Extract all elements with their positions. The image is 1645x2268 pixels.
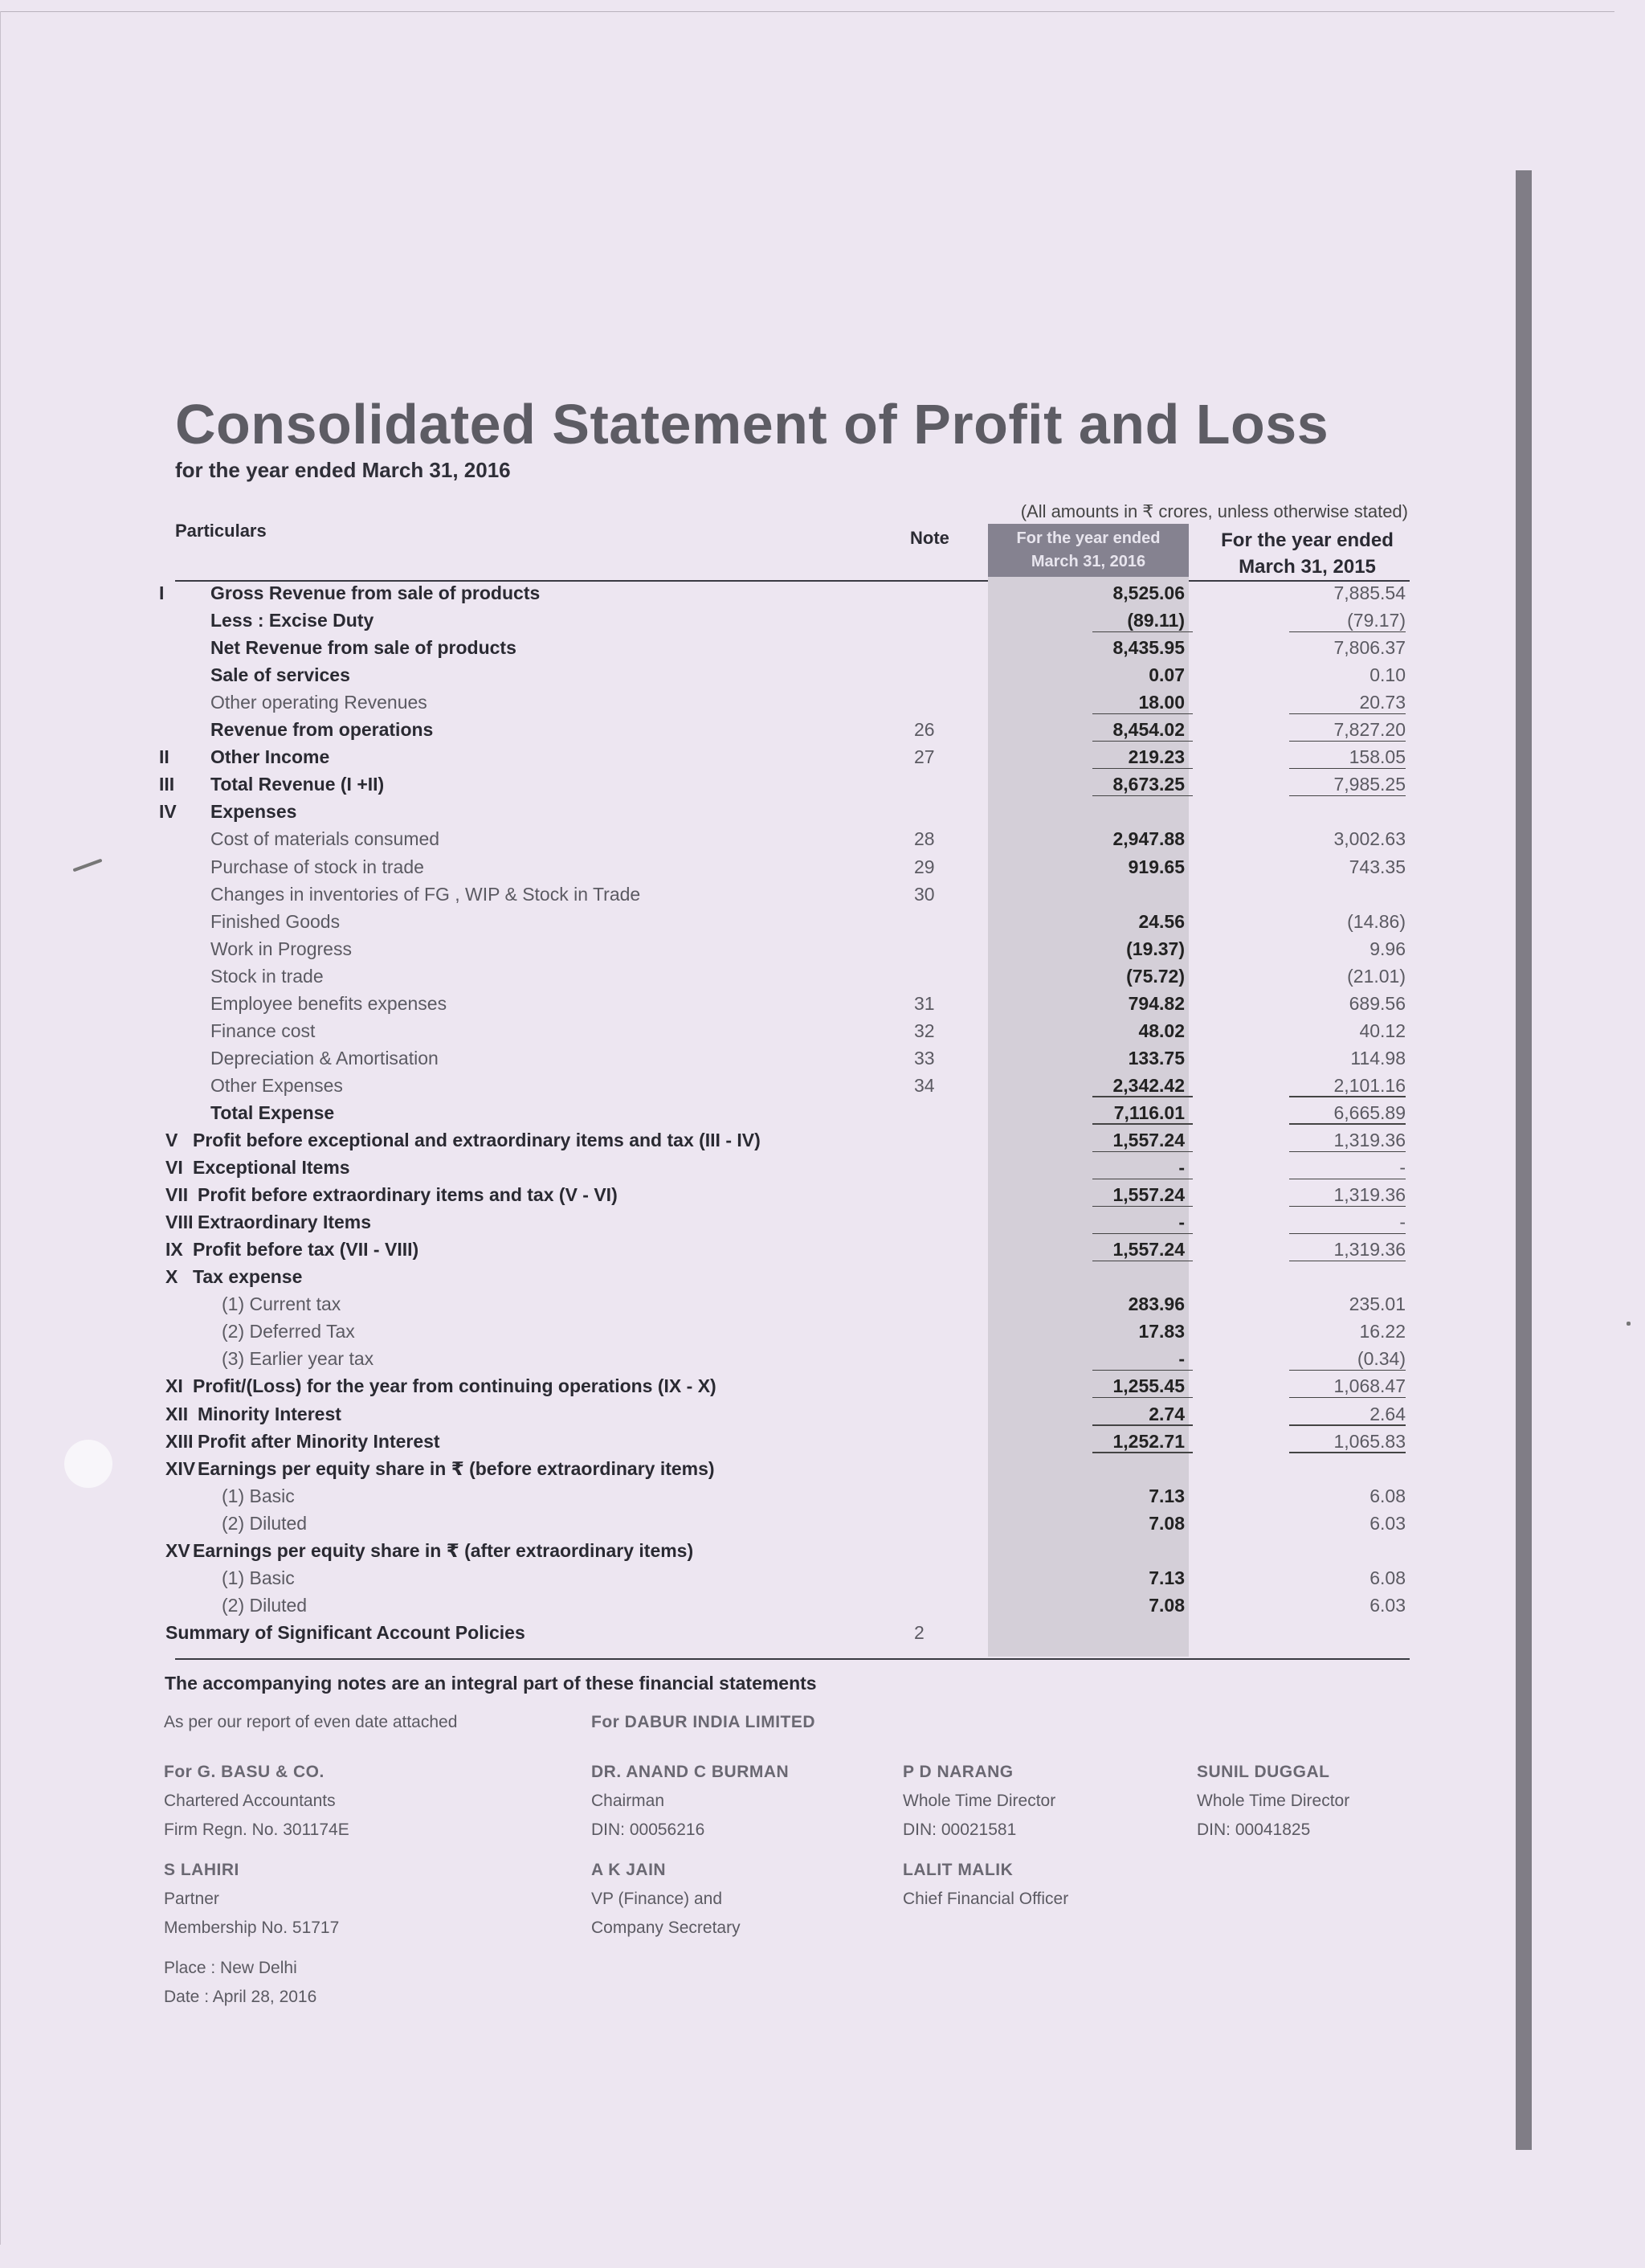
row-previous-value: 2,101.16	[1301, 1072, 1406, 1099]
row-label: (1) Current tax	[222, 1293, 341, 1315]
row-number: VIII	[165, 1212, 194, 1233]
row-previous-value: 16.22	[1359, 1321, 1406, 1342]
row-current-value: -	[1092, 1154, 1185, 1181]
row-note: 28	[914, 828, 935, 850]
wtd1-din: DIN: 00021581	[903, 1821, 1017, 1839]
wtd1-block	[903, 1758, 1055, 1845]
header-previous-line2: March 31, 2015	[1239, 556, 1376, 578]
row-label: Work in Progress	[210, 938, 352, 959]
row-previous-value: 743.35	[1349, 856, 1406, 877]
row-label: Total Expense	[210, 1101, 335, 1123]
row-note: 26	[914, 719, 935, 741]
report-line: As per our report of even date attached	[164, 1713, 458, 1731]
row-current-value: 8,673.25	[1092, 770, 1185, 798]
secretary-role2: Company Secretary	[591, 1919, 741, 1937]
table-row	[0, 743, 1414, 770]
table-row	[0, 1400, 1414, 1428]
row-label: Stock in trade	[210, 965, 324, 987]
chairman-block	[591, 1758, 789, 1845]
table-row	[0, 962, 1414, 990]
partner-membership: Membership No. 51717	[164, 1919, 340, 1937]
row-current-value: 7.08	[1149, 1512, 1185, 1534]
integral-note: The accompanying notes are an integral part of these financial statements	[165, 1673, 817, 1694]
row-note: 31	[914, 992, 935, 1014]
auditor-block	[164, 1758, 349, 1845]
row-previous-value: 6.03	[1369, 1512, 1406, 1534]
row-number: XIV	[165, 1457, 196, 1479]
table-row	[0, 1126, 1414, 1154]
secretary-name: A K JAIN	[591, 1861, 667, 1879]
row-current-value: 919.65	[1128, 856, 1185, 877]
cfo-name: LALIT MALIK	[903, 1861, 1014, 1879]
row-current-value: 1,557.24	[1092, 1181, 1185, 1208]
row-previous-value: 2.64	[1301, 1400, 1406, 1428]
page-title: Consolidated Statement of Profit and Loss	[175, 393, 1329, 456]
partner-role: Partner	[164, 1890, 219, 1908]
row-current-value: 0.07	[1149, 664, 1185, 686]
row-previous-value: 20.73	[1301, 689, 1406, 716]
row-label: Total Revenue (I +II)	[210, 774, 385, 795]
row-previous-value: 158.05	[1301, 743, 1406, 770]
row-label: Other Income	[210, 746, 330, 768]
table-row	[0, 825, 1414, 852]
cfo-block	[903, 1856, 1068, 1914]
row-previous-value: (14.86)	[1347, 910, 1406, 932]
auditor-type: Chartered Accountants	[164, 1792, 336, 1810]
table-row	[0, 1564, 1414, 1592]
row-current-value: 794.82	[1128, 992, 1185, 1014]
row-number: XV	[165, 1539, 190, 1561]
row-previous-value: 1,065.83	[1301, 1428, 1406, 1455]
auditor-firm: For G. BASU & CO.	[164, 1763, 325, 1781]
table-row	[0, 607, 1414, 634]
table-bottom-rule	[175, 1658, 1410, 1660]
row-note: 2	[914, 1621, 925, 1643]
table-row	[0, 1208, 1414, 1236]
table-row	[0, 1290, 1414, 1318]
row-label: Summary of Significant Account Policies	[165, 1621, 525, 1643]
row-current-value: (19.37)	[1126, 938, 1185, 959]
row-label: Gross Revenue from sale of products	[210, 582, 541, 603]
table-row	[0, 1044, 1414, 1072]
row-label: Earnings per equity share in ₹ (before extraordinary items)	[198, 1457, 715, 1479]
amounts-note: (All amounts in ₹ crores, unless otherwise stated)	[1020, 501, 1408, 521]
row-number: XI	[165, 1375, 183, 1397]
row-label: Exceptional Items	[193, 1157, 350, 1179]
chairman-name: DR. ANAND C BURMAN	[591, 1763, 790, 1781]
table-row	[0, 689, 1414, 716]
table-row	[0, 1345, 1414, 1372]
table-row	[0, 1428, 1414, 1455]
table-row	[0, 579, 1414, 607]
row-label: Finance cost	[210, 1020, 316, 1041]
row-previous-value: 114.98	[1350, 1047, 1406, 1069]
row-previous-value: 7,806.37	[1333, 637, 1406, 659]
row-label: Profit after Minority Interest	[198, 1430, 440, 1452]
row-note: 32	[914, 1020, 935, 1041]
table-row	[0, 1318, 1414, 1345]
row-current-value: -	[1092, 1208, 1185, 1236]
row-number: VI	[165, 1157, 183, 1179]
scan-side-bar	[1516, 170, 1532, 2150]
row-number: V	[165, 1130, 178, 1150]
table-row	[0, 1263, 1414, 1290]
partner-name: S LAHIRI	[164, 1861, 239, 1879]
row-note: 34	[914, 1074, 935, 1096]
table-row	[0, 716, 1414, 743]
row-previous-value: 7,827.20	[1301, 716, 1406, 743]
row-label: (2) Deferred Tax	[222, 1321, 355, 1342]
table-row	[0, 1510, 1414, 1537]
row-current-value: 24.56	[1138, 910, 1185, 932]
row-current-value: -	[1092, 1345, 1185, 1372]
row-label: Extraordinary Items	[198, 1212, 372, 1233]
row-previous-value: 6.03	[1369, 1594, 1406, 1616]
row-label: Depreciation & Amortisation	[210, 1047, 439, 1069]
row-label: Changes in inventories of FG , WIP & Stock in Trade	[210, 883, 641, 905]
row-current-value: 48.02	[1138, 1020, 1185, 1041]
row-previous-value: 3,002.63	[1333, 828, 1406, 850]
row-label: Other Expenses	[210, 1074, 343, 1096]
row-previous-value: 7,985.25	[1301, 770, 1406, 798]
table-row	[0, 798, 1414, 825]
row-previous-value: (21.01)	[1347, 965, 1406, 987]
row-previous-value: -	[1301, 1154, 1406, 1181]
row-note: 29	[914, 856, 935, 877]
page-subtitle: for the year ended March 31, 2016	[175, 458, 511, 482]
row-current-value: 219.23	[1092, 743, 1185, 770]
scan-top-edge	[0, 11, 1614, 12]
row-number: IV	[159, 801, 177, 823]
row-current-value: 7.13	[1149, 1567, 1185, 1588]
row-label: (2) Diluted	[222, 1594, 308, 1616]
row-current-value: 1,255.45	[1092, 1372, 1185, 1400]
row-current-value: 2,947.88	[1112, 828, 1185, 850]
row-number: XIII	[165, 1430, 194, 1452]
table-row	[0, 1154, 1414, 1181]
row-number: X	[165, 1266, 178, 1288]
row-note: 33	[914, 1047, 935, 1069]
row-previous-value: 7,885.54	[1333, 582, 1406, 603]
row-number: I	[159, 582, 165, 603]
row-current-value: 1,557.24	[1092, 1236, 1185, 1263]
row-current-value: 18.00	[1092, 689, 1185, 716]
cfo-role: Chief Financial Officer	[903, 1890, 1069, 1908]
header-note: Note	[910, 528, 949, 548]
table-row	[0, 770, 1414, 798]
row-current-value: (89.11)	[1092, 607, 1185, 634]
secretary-block	[591, 1856, 741, 1943]
table-row	[0, 1592, 1414, 1619]
row-previous-value: (0.34)	[1301, 1345, 1406, 1372]
row-current-value: 133.75	[1128, 1047, 1185, 1069]
row-previous-value: 40.12	[1359, 1020, 1406, 1041]
row-current-value: (75.72)	[1126, 965, 1185, 987]
partner-block	[164, 1856, 339, 1943]
row-label: Other operating Revenues	[210, 692, 427, 713]
row-current-value: 1,557.24	[1092, 1126, 1185, 1154]
row-note: 30	[914, 883, 935, 905]
row-current-value: 8,435.95	[1112, 637, 1185, 659]
row-previous-value: 1,319.36	[1301, 1181, 1406, 1208]
table-row	[0, 1482, 1414, 1510]
row-previous-value: 1,068.47	[1301, 1372, 1406, 1400]
row-current-value: 8,454.02	[1092, 716, 1185, 743]
row-previous-value: (79.17)	[1301, 607, 1406, 634]
row-label: Tax expense	[193, 1266, 303, 1288]
table-row	[0, 1537, 1414, 1564]
row-previous-value: 1,319.36	[1301, 1236, 1406, 1263]
row-current-value: 7.13	[1149, 1485, 1185, 1506]
row-label: Purchase of stock in trade	[210, 856, 424, 877]
table-row	[0, 1372, 1414, 1400]
row-label: Profit before tax (VII - VIII)	[193, 1239, 419, 1261]
row-previous-value: 0.10	[1369, 664, 1406, 686]
header-particulars: Particulars	[175, 521, 267, 541]
row-previous-value: 6,665.89	[1301, 1099, 1406, 1126]
table-row	[0, 1236, 1414, 1263]
scan-speck	[1627, 1322, 1631, 1326]
row-current-value: 7.08	[1149, 1594, 1185, 1616]
row-label: Minority Interest	[198, 1403, 341, 1424]
header-current-year	[988, 524, 1189, 577]
for-company-text: For DABUR INDIA LIMITED	[591, 1713, 816, 1731]
row-number: VII	[165, 1184, 189, 1206]
row-previous-value: 1,319.36	[1301, 1126, 1406, 1154]
header-current-line1: For the year ended	[1016, 529, 1161, 547]
wtd2-din: DIN: 00041825	[1197, 1821, 1311, 1839]
secretary-role1: VP (Finance) and	[591, 1890, 723, 1908]
date: Date : April 28, 2016	[164, 1988, 317, 2006]
wtd2-name: SUNIL DUGGAL	[1197, 1763, 1330, 1781]
row-label: (2) Diluted	[222, 1512, 308, 1534]
row-previous-value: 9.96	[1369, 938, 1406, 959]
table-row	[0, 1099, 1414, 1126]
row-number: IX	[165, 1239, 183, 1261]
row-previous-value: 6.08	[1369, 1567, 1406, 1588]
table-row	[0, 1455, 1414, 1482]
row-number: II	[159, 746, 169, 768]
row-label: (3) Earlier year tax	[222, 1348, 374, 1370]
row-label: Profit before extraordinary items and tax (V - VI)	[198, 1184, 618, 1206]
table-row	[0, 1181, 1414, 1208]
row-label: Expenses	[210, 801, 297, 823]
wtd1-role: Whole Time Director	[903, 1792, 1056, 1810]
row-label: (1) Basic	[222, 1485, 295, 1506]
row-number: III	[159, 774, 175, 795]
row-label: Cost of materials consumed	[210, 828, 440, 850]
row-label: (1) Basic	[222, 1567, 295, 1588]
wtd2-role: Whole Time Director	[1197, 1792, 1350, 1810]
row-current-value: 2.74	[1092, 1400, 1185, 1428]
row-previous-value: -	[1301, 1208, 1406, 1236]
table-row	[0, 908, 1414, 935]
row-label: Revenue from operations	[210, 719, 434, 741]
table-row	[0, 1619, 1414, 1646]
table-row	[0, 935, 1414, 962]
row-previous-value: 235.01	[1349, 1293, 1406, 1315]
for-company	[591, 1708, 815, 1737]
place-date-block	[164, 1954, 316, 2012]
row-label: Finished Goods	[210, 910, 341, 932]
row-current-value: 17.83	[1138, 1321, 1185, 1342]
row-label: Profit/(Loss) for the year from continuing operations (IX - X)	[193, 1375, 716, 1397]
row-note: 27	[914, 746, 935, 768]
row-label: Employee benefits expenses	[210, 992, 447, 1014]
row-label: Less : Excise Duty	[210, 610, 374, 631]
table-row	[0, 990, 1414, 1017]
wtd2-block	[1197, 1758, 1349, 1845]
row-previous-value: 689.56	[1349, 992, 1406, 1014]
row-current-value: 7,116.01	[1092, 1099, 1185, 1126]
place: Place : New Delhi	[164, 1959, 297, 1977]
header-current-line2: March 31, 2016	[1031, 553, 1146, 570]
chairman-din: DIN: 00056216	[591, 1821, 705, 1839]
row-label: Profit before exceptional and extraordinary items and tax (III - IV)	[193, 1130, 761, 1150]
row-current-value: 283.96	[1128, 1293, 1185, 1315]
table-row	[0, 881, 1414, 908]
chairman-role: Chairman	[591, 1792, 665, 1810]
header-previous-year	[1205, 527, 1410, 580]
table-row	[0, 1072, 1414, 1099]
row-current-value: 2,342.42	[1092, 1072, 1185, 1099]
table-row	[0, 661, 1414, 689]
header-previous-line1: For the year ended	[1221, 529, 1394, 551]
row-label: Earnings per equity share in ₹ (after extraordinary items)	[193, 1539, 694, 1561]
auditor-regn: Firm Regn. No. 301174E	[164, 1821, 349, 1839]
table-row	[0, 853, 1414, 881]
wtd1-name: P D NARANG	[903, 1763, 1014, 1781]
row-label: Net Revenue from sale of products	[210, 637, 516, 659]
row-current-value: 8,525.06	[1112, 582, 1185, 603]
row-number: XII	[165, 1403, 189, 1424]
row-current-value: 1,252.71	[1092, 1428, 1185, 1455]
row-previous-value: 6.08	[1369, 1485, 1406, 1506]
table-row	[0, 634, 1414, 661]
row-label: Sale of services	[210, 664, 350, 686]
table-row	[0, 1017, 1414, 1044]
